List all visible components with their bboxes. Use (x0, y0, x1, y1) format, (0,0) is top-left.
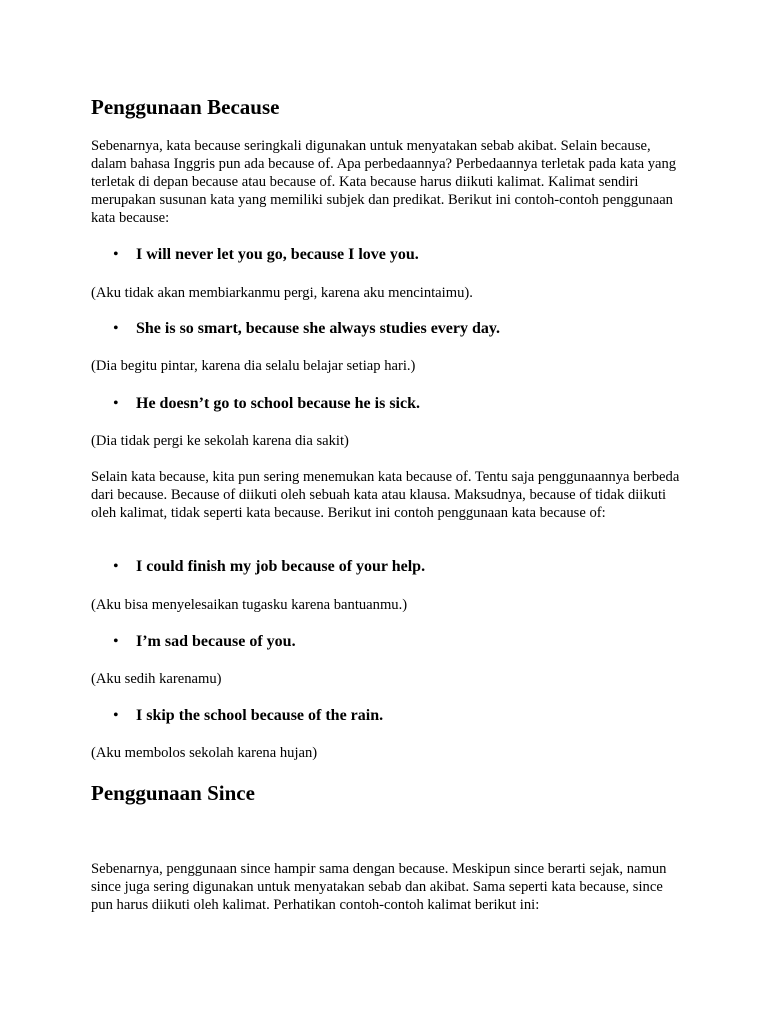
example-translation: (Aku tidak akan membiarkanmu pergi, karena aku mencintaimu). (91, 285, 473, 301)
paragraph-because-intro: Sebenarnya, kata because seringkali digunakan untuk menyatakan sebab akibat. Selain because, dalam bahasa Inggris pun ada because of. Apa perbedaannya? Perbedaannya terletak pada kata yang terletak di depan because atau because of. Kata because harus diikuti kalimat. Kalimat sendiri merupakan susunan kata yang memiliki subjek dan predikat. Berikut ini contoh-contoh penggunaan kata because: (91, 138, 677, 226)
paragraph-because-of-intro: Selain kata because, kita pun sering menemukan kata because of. Tentu saja penggunaannya berbeda dari because. Because of diikuti oleh sebuah kata atau klausa. Maksudnya, because of tidak diikuti oleh kalimat, tidak seperti kata because. Berikut ini contoh penggunaan kata because of: (91, 469, 680, 521)
example-sentence: I skip the school because of the rain. (136, 707, 384, 724)
example-sentence: I’m sad because of you. (136, 633, 296, 650)
example-sentence: She is so smart, because she always studies every day. (136, 320, 501, 337)
bullet-marker: • (113, 707, 119, 724)
bullet-marker: • (113, 246, 119, 263)
example-translation: (Dia tidak pergi ke sekolah karena dia sakit) (91, 433, 349, 449)
example-translation: (Aku membolos sekolah karena hujan) (91, 745, 318, 761)
bullet-marker: • (113, 633, 119, 650)
example-translation: (Dia begitu pintar, karena dia selalu belajar setiap hari.) (91, 358, 416, 374)
paragraph-since-intro: Sebenarnya, penggunaan since hampir sama dengan because. Meskipun since berarti sejak, namun since juga sering digunakan untuk menyatakan sebab dan akibat. Sama seperti kata because, since pun harus diikuti oleh kalimat. Perhatikan contoh-contoh kalimat berikut ini: (91, 861, 667, 913)
bullet-marker: • (113, 395, 119, 412)
bullet-marker: • (113, 558, 119, 575)
example-sentence: He doesn’t go to school because he is sick. (136, 395, 420, 412)
example-translation: (Aku bisa menyelesaikan tugasku karena bantuanmu.) (91, 597, 408, 613)
heading-since: Penggunaan Since (91, 781, 255, 805)
bullet-marker: • (113, 320, 119, 337)
heading-because: Penggunaan Because (91, 95, 280, 119)
example-sentence: I will never let you go, because I love you. (136, 246, 419, 263)
example-translation: (Aku sedih karenamu) (91, 671, 222, 687)
example-sentence: I could finish my job because of your help. (136, 558, 426, 575)
